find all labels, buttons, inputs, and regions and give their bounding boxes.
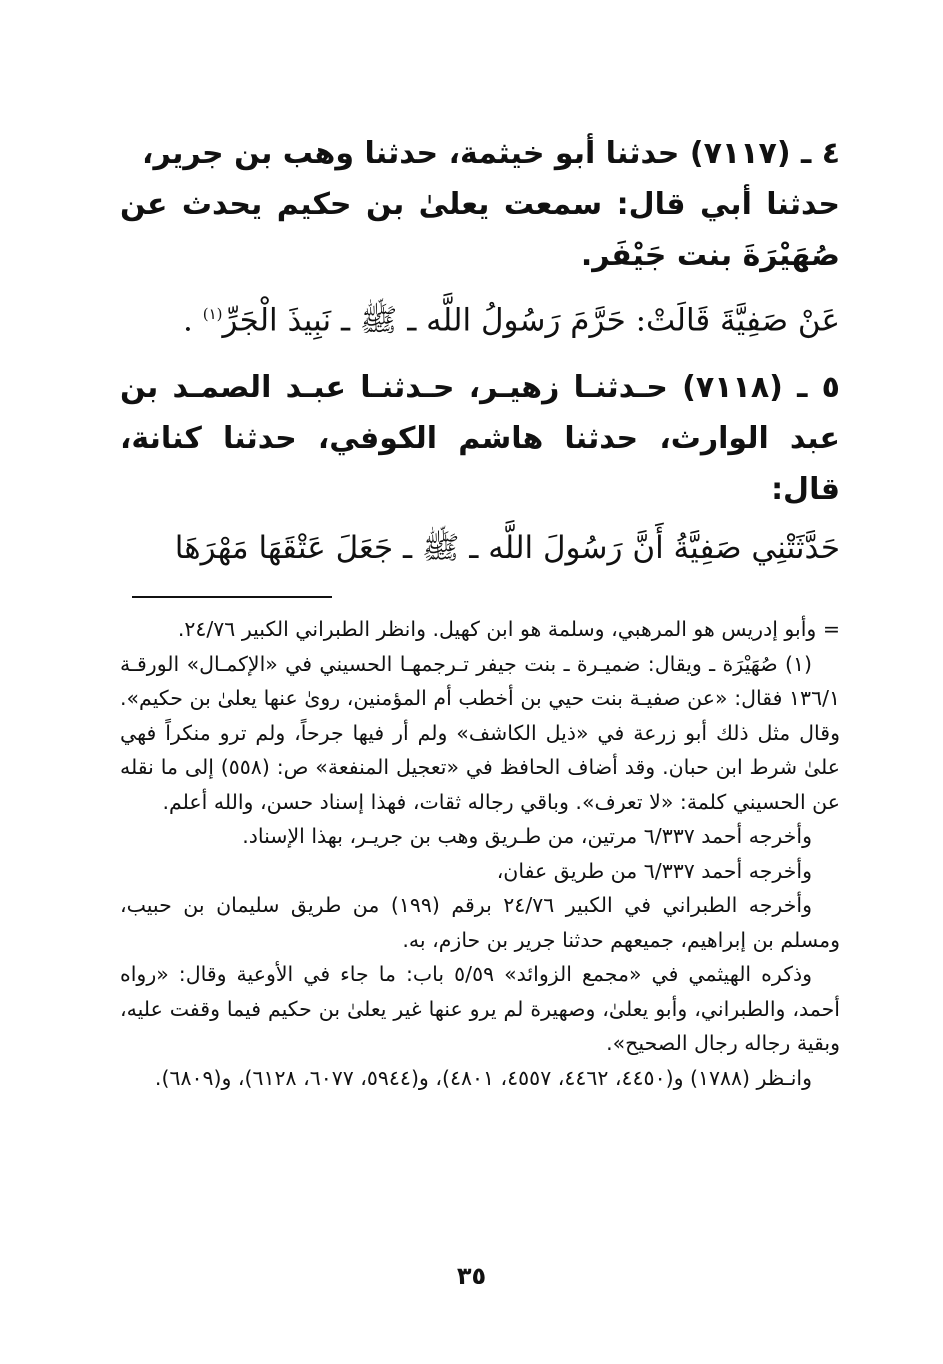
isnad-7117-line1: ٤ ـ (٧١١٧) حدثنا أبو خيثمة، حدثنا وهب بن جرير، (142, 136, 840, 171)
footnotes (120, 612, 840, 1095)
footnote-takhrij-2: وأخرجه أحمد ٦/٣٣٧ من طريق عفان، (496, 858, 812, 883)
hadith-7117-end: . (183, 302, 193, 339)
isnad-7118: ٥ ـ (٧١١٨) حـدثنـا زهيـر، حـدثنـا عبـد الصمـد بن عبد الوارث، حدثنا هاشم الكوفي، حدثنا كنانة، قال: (120, 370, 840, 508)
footnote-takhrij-5: وانـظر (١٧٨٨) و(٤٤٥٠، ٤٤٦٢، ٤٥٥٧، ٤٨٠١)، و(٥٩٤٤، ٦٠٧٧، ٦١٢٨)، و(٦٨٠٩). (154, 1065, 812, 1090)
footnote-divider (132, 596, 332, 598)
hadith-7117 (120, 289, 840, 346)
page-body (120, 128, 840, 1095)
hadith-7117-text: عَنْ صَفِيَّةَ قَالَتْ: حَرَّمَ رَسُولُ اللَّه ـ ﷺ ـ نَبِيذَ الْجَرِّ (222, 302, 840, 339)
main-text (120, 128, 840, 574)
footnote-marker: (١) (202, 305, 223, 323)
footnote-continuation: = وأبو إدريس هو المرهبي، وسلمة هو ابن كهيل. وانظر الطبراني الكبير ٢٤/٧٦. (177, 617, 840, 642)
footnote-takhrij-1: وأخرجه أحمد ٦/٣٣٧ مرتين، من طـريق وهب بن جريـر، بهذا الإسناد. (242, 824, 812, 849)
footnote-takhrij-3: وأخرجه الطبراني في الكبير ٢٤/٧٦ برقم (١٩٩) من طريق سليمان بن حبيب، ومسلم بن إبراهيم، جميعهم حدثنا جرير بن حازم، به. (120, 893, 840, 952)
footnote-takhrij-4: وذكره الهيثمي في «مجمع الزوائد» ٥/٥٩ باب: ما جاء في الأوعية وقال: «رواه أحمد، والطبراني، وأبو يعلىٰ، وصهيرة لم يرو عنها غير يعلىٰ بن حكيم فيما وقفت عليه، وبقية رجاله رجال الصحيح». (120, 962, 840, 1056)
footnote-1: (١) صُهَيْرَة ـ ويقال: ضميـرة ـ بنت جيفر تـرجمهـا الحسيني في «الإكمـال» الورقـة ١٣٦/١ فقال: «عن صفيـة بنت حيي بن أخطب أم المؤمنين، روىٰ عنها يعلىٰ بن حكيم». وقال مثل ذلك أبو زرعة في «ذيل الكاشف» ولم أر فيها جرحاً، ولم ترو منكراً فهي علىٰ شرط ابن حبان. وقد أضاف الحافظ في «تعجيل المنفعة» ص: (٥٥٨) إلى ما نقله عن الحسيني كلمة: «لا تعرف». وباقي رجاله ثقات، فهذا إسناد حسن، والله أعلم. (120, 651, 840, 814)
isnad-7117-line2: حدثنا أبي قال: سمعت يعلىٰ بن حكيم يحدث عن صُهَيْرَةَ بنت جَيْفَر. (120, 187, 840, 273)
hadith-7118: حَدَّثَتْنِي صَفِيَّةُ أَنَّ رَسُولَ اللَّه ـ ﷺ ـ جَعَلَ عَتْقَهَا مَهْرَهَا (174, 530, 840, 567)
page-number: ٣٥ (456, 1262, 487, 1290)
